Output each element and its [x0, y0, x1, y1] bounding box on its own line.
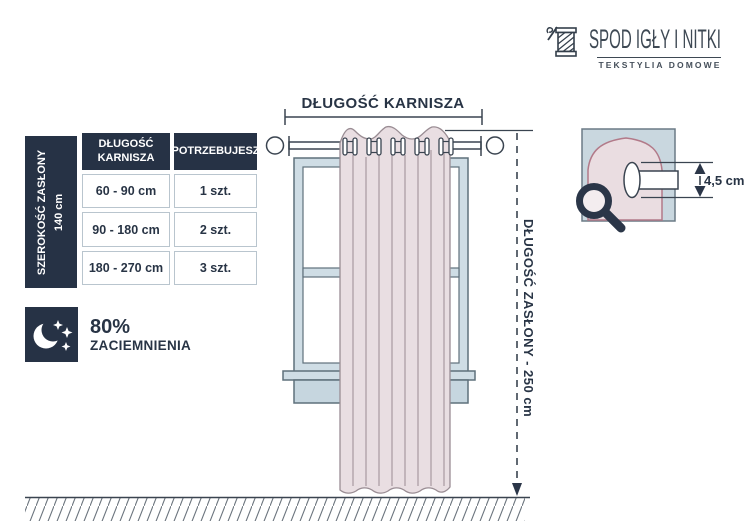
brand-name-wrap: [587, 22, 727, 54]
blackout-badge: [25, 307, 191, 362]
brand-logo: [544, 22, 723, 70]
ground: [25, 498, 530, 522]
grommet-diameter-label: 4,5 cm: [704, 173, 745, 188]
blackout-percent: 80%: [90, 316, 131, 338]
moon-icon-box: [25, 307, 78, 362]
side-label-line1: SZEROKOŚĆ ZASŁONY: [36, 149, 49, 275]
header-rod-length: DŁUGOŚĆ KARNISZA: [82, 133, 170, 170]
header-you-need: POTRZEBUJESZ: [174, 133, 257, 170]
table-cell: 3 szt.: [174, 251, 257, 285]
curtain-width-side-label: [25, 136, 77, 288]
curtain: [340, 127, 453, 494]
table-cell: 90 - 180 cm: [82, 212, 170, 247]
logo-divider: [597, 57, 721, 58]
curtain-length-label: DŁUGOŚĆ ZASŁONY - 250 cm: [521, 219, 536, 418]
detail-zoom-box: [580, 129, 714, 228]
table-cell: 60 - 90 cm: [82, 174, 170, 208]
table-cell: 2 szt.: [174, 212, 257, 247]
side-label-line2: 140 cm: [53, 193, 66, 231]
rod-length-label: DŁUGOŚĆ KARNISZA: [301, 95, 465, 112]
spool-icon: [544, 22, 580, 62]
size-table-grid: [82, 133, 260, 285]
brand-name: SPOD IGŁY I NITKI: [589, 24, 721, 54]
moon-icon: [30, 312, 73, 357]
size-table: [25, 133, 260, 288]
brand-tagline: TEKSTYLIA DOMOWE: [598, 60, 722, 70]
blackout-label: ZACIEMNIENIA: [90, 338, 192, 353]
table-cell: 1 szt.: [174, 174, 257, 208]
table-cell: 180 - 270 cm: [82, 251, 170, 285]
